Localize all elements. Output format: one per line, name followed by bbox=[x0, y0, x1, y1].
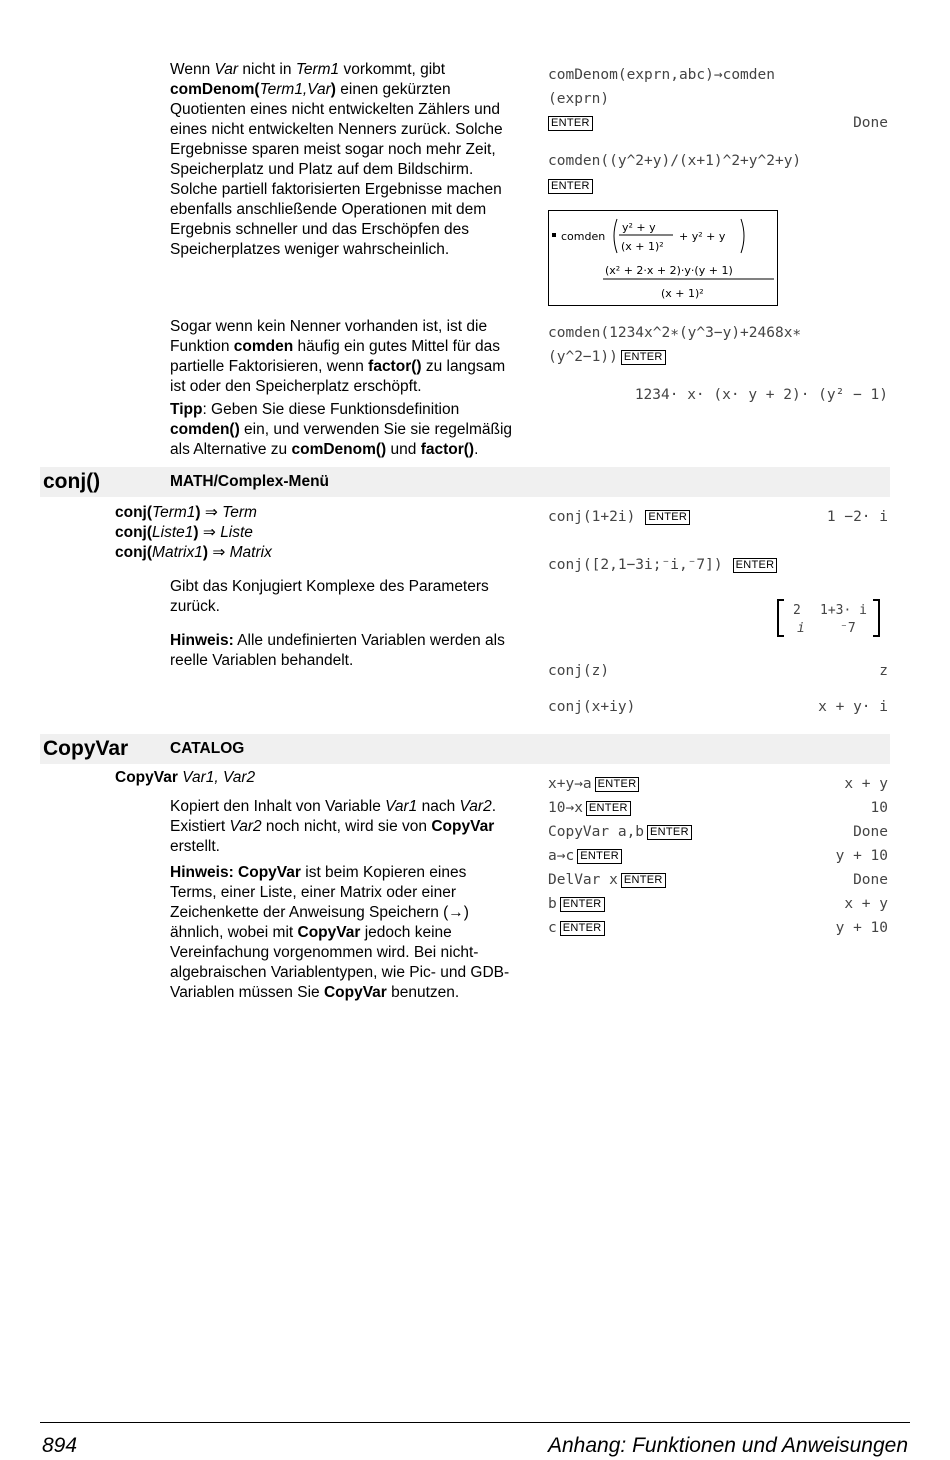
desc-line: erstellt. bbox=[170, 838, 220, 855]
matrix-cell: i bbox=[797, 621, 805, 636]
enter-key: ENTER bbox=[548, 116, 593, 131]
example-line: (y^2−1)) ENTER bbox=[548, 345, 888, 369]
example-result: 1234· x· (x· y + 2)· (y² − 1) bbox=[634, 387, 888, 403]
example-result: 10 bbox=[870, 800, 888, 816]
desc-line: zurück. bbox=[170, 598, 220, 615]
comden-para-line: Sogar wenn kein Nenner vorhanden ist, ist die bbox=[170, 318, 488, 335]
example-line: (exprn) bbox=[548, 91, 610, 107]
example-result: z bbox=[879, 663, 888, 679]
section-title: conj() bbox=[43, 470, 101, 493]
syntax-line: conj(Liste1) ⇒ Liste bbox=[115, 524, 253, 541]
screen-den2: (x + 1)² bbox=[661, 287, 704, 300]
section-header-copyvar bbox=[40, 734, 890, 764]
enter-key: ENTER bbox=[560, 921, 605, 936]
enter-key: ENTER bbox=[621, 873, 666, 888]
matrix-brackets bbox=[776, 597, 884, 639]
example-result: x + y bbox=[844, 896, 888, 912]
comdenom-description bbox=[170, 60, 530, 260]
note-line: Vereinfachung vorgenommen wird. Bei nicht- bbox=[170, 944, 479, 961]
comdenom-desc-line: Ergebnis schneller und das Erschöpfen des bbox=[170, 221, 469, 238]
note-line: ähnlich, wobei mit CopyVar jedoch keine bbox=[170, 924, 452, 941]
example-line: CopyVar a,b ENTER Done bbox=[548, 820, 888, 844]
comden-para-line: ist oder den Speicherplatz erschöpft. bbox=[170, 378, 422, 395]
note-line: Variablen müssen Sie CopyVar benutzen. bbox=[170, 984, 460, 1001]
enter-key: ENTER bbox=[595, 777, 640, 792]
desc-line: Kopiert den Inhalt von Variable Var1 nach Var2. bbox=[170, 798, 497, 815]
section-title: CopyVar bbox=[43, 737, 129, 760]
screen-plus: + y² + y bbox=[679, 230, 726, 243]
comdenom-desc-line: Solche partiell faktorisierten Ergebnisse machen bbox=[170, 181, 502, 198]
section-header-conj bbox=[40, 467, 890, 497]
enter-key: ENTER bbox=[621, 350, 666, 365]
calculator-screen bbox=[548, 210, 778, 306]
example-line: 10→x ENTER 10 bbox=[548, 796, 888, 820]
comdenom-desc-line: Speicherplatz und Platz auf dem Bildschirm. bbox=[170, 161, 474, 178]
example-line: c ENTER y + 10 bbox=[548, 916, 888, 940]
tip-line: comden() ein, und verwenden Sie sie regelmäßig bbox=[170, 421, 513, 438]
example-result: Done bbox=[853, 872, 888, 888]
enter-key: ENTER bbox=[586, 801, 631, 816]
desc-line: Gibt das Konjugiert Komplexe des Parameters bbox=[170, 578, 489, 595]
note-line: algebraischen Variablentypen, wie Pic- und GDB- bbox=[170, 964, 510, 981]
example-result: Done bbox=[853, 824, 888, 840]
enter-key: ENTER bbox=[645, 510, 690, 525]
comdenom-desc-line: Ergebnisse sparen meist sogar noch mehr Zeit, bbox=[170, 141, 496, 158]
example-line bbox=[548, 174, 888, 198]
example-result: x + y· i bbox=[818, 699, 888, 715]
screen-num2: (x² + 2·x + 2)·y·(y + 1) bbox=[605, 264, 733, 277]
section-menu: MATH/Complex-Menü bbox=[170, 473, 330, 490]
example-line: x+y→a ENTER x + y bbox=[548, 772, 888, 796]
matrix-cell: ⁻7 bbox=[840, 621, 856, 636]
page-number: 894 bbox=[42, 1434, 78, 1457]
conj-syntax bbox=[115, 503, 515, 563]
screen-den1: (x + 1)² bbox=[621, 240, 664, 253]
copyvar-syntax bbox=[115, 768, 515, 788]
matrix-cell: 2 bbox=[793, 603, 801, 618]
example-line bbox=[548, 111, 888, 135]
example-line: comden(1234x^2∗(y^3−y)+2468x∗ bbox=[548, 325, 802, 341]
section-menu: CATALOG bbox=[170, 740, 245, 757]
example-line: comden((y^2+y)/(x+1)^2+y^2+y) bbox=[548, 153, 802, 169]
enter-key: ENTER bbox=[577, 849, 622, 864]
comdenom-desc-line: Speicherplatzes weniger wahrscheinlich. bbox=[170, 241, 450, 258]
syntax-line: CopyVar Var1, Var2 bbox=[115, 769, 256, 786]
example-line: a→c ENTER y + 10 bbox=[548, 844, 888, 868]
screen-num1: y² + y bbox=[622, 221, 656, 234]
note-line: Hinweis: CopyVar ist beim Kopieren eines bbox=[170, 864, 467, 881]
example-result: y + 10 bbox=[835, 920, 888, 936]
footer-rule bbox=[40, 1422, 910, 1423]
example-line: comDenom(exprn,abc)→comden bbox=[548, 67, 775, 83]
note-line: Zeichenkette der Anweisung Speichern (→) bbox=[170, 904, 469, 921]
comdenom-desc-line: Quotienten eines nicht entwickelten Zählers und bbox=[170, 101, 501, 118]
comden-para-line: Funktion comden häufig ein gutes Mittel für das bbox=[170, 338, 500, 355]
example-line: conj(x+iy) x + y· i bbox=[548, 695, 888, 719]
example-result: 1 −2· i bbox=[826, 509, 888, 525]
comden-tip bbox=[170, 400, 540, 460]
copyvar-note bbox=[170, 863, 535, 1003]
conj-note bbox=[170, 631, 530, 671]
calculator-screen-display bbox=[549, 211, 777, 305]
comden-paragraph bbox=[170, 317, 530, 397]
footer-title: Anhang: Funktionen und Anweisungen bbox=[548, 1434, 908, 1457]
example-result: x + y bbox=[844, 776, 888, 792]
comdenom-desc-line: eines nicht entwickelten Nenners zurück. Solche bbox=[170, 121, 503, 138]
note-line: Hinweis: Alle undefinierten Variablen werden als bbox=[170, 632, 505, 649]
matrix-cell: 1+3· i bbox=[820, 603, 867, 618]
tip-line: Tipp: Geben Sie diese Funktionsdefinition bbox=[170, 401, 460, 418]
example-line: DelVar x ENTER Done bbox=[548, 868, 888, 892]
comdenom-desc-line: comDenom(Term1,Var) einen gekürzten bbox=[170, 81, 451, 98]
conj-description bbox=[170, 577, 530, 617]
enter-key: ENTER bbox=[560, 897, 605, 912]
comdenom-desc-line: ebenfalls anschließende Operationen mit dem bbox=[170, 201, 487, 218]
desc-line: Existiert Var2 noch nicht, wird sie von CopyVar bbox=[170, 818, 495, 835]
copyvar-description bbox=[170, 797, 535, 857]
note-line: Terms, einer Liste, einer Matrix oder einer bbox=[170, 884, 457, 901]
enter-key: ENTER bbox=[733, 558, 778, 573]
comden-para-line: partielle Faktorisieren, wenn factor() zu langsam bbox=[170, 358, 506, 375]
syntax-line: conj(Term1) ⇒ Term bbox=[115, 504, 257, 521]
example-line: conj(z) z bbox=[548, 659, 888, 683]
example-line bbox=[548, 383, 888, 407]
example-result: Done bbox=[853, 115, 888, 131]
example-line: conj([2,1−3i;⁻i,⁻7]) ENTER bbox=[548, 553, 888, 577]
enter-key: ENTER bbox=[647, 825, 692, 840]
screen-fn: comden bbox=[561, 230, 606, 243]
result-matrix bbox=[776, 597, 884, 639]
tip-line: als Alternative zu comDenom() und factor(). bbox=[170, 441, 479, 458]
enter-key: ENTER bbox=[548, 179, 593, 194]
note-line: reelle Variablen behandelt. bbox=[170, 652, 354, 669]
example-result: y + 10 bbox=[835, 848, 888, 864]
example-line: conj(1+2i) ENTER 1 −2· i bbox=[548, 505, 888, 529]
example-line: b ENTER x + y bbox=[548, 892, 888, 916]
syntax-line: conj(Matrix1) ⇒ Matrix bbox=[115, 544, 272, 561]
comdenom-desc-line: Wenn Var nicht in Term1 vorkommt, gibt bbox=[170, 61, 446, 78]
